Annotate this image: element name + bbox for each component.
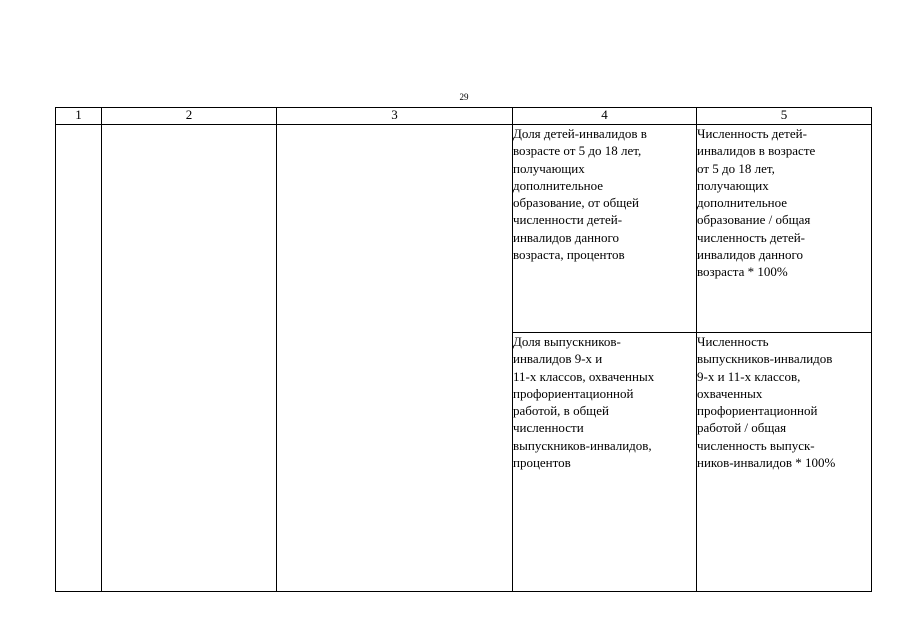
- cell-text-line: 11-х классов, охваченных: [513, 368, 655, 384]
- cell-text-line: инвалидов данного: [697, 247, 804, 263]
- cell-text-line: 9-х и 11-х классов,: [697, 368, 801, 384]
- cell-text-line: инвалидов 9-х и: [513, 351, 603, 367]
- page-number: 29: [459, 92, 469, 102]
- cell-col1: [56, 125, 102, 592]
- cell-text-line: Численность детей-: [697, 126, 807, 141]
- calculation-formula-cell: [697, 125, 872, 333]
- cell-text-line: от 5 до 18 лет,: [697, 160, 775, 176]
- cell-text-line: получающих: [697, 177, 769, 193]
- cell-text-line: инвалидов в возрасте: [697, 143, 816, 159]
- cell-text-line: численность выпуск-: [697, 437, 815, 453]
- cell-text-line: Доля выпускников-: [513, 334, 621, 349]
- cell-text-line: работой, в общей: [513, 403, 609, 419]
- column-header-5: 5: [697, 108, 872, 125]
- cell-text-line: Доля детей-инвалидов в: [513, 126, 647, 141]
- cell-text-line: Численность: [697, 334, 769, 349]
- cell-text-line: возраста, процентов: [513, 247, 625, 263]
- column-header-4: 4: [513, 108, 697, 125]
- cell-text-line: дополнительное: [513, 177, 604, 193]
- header-row: [56, 108, 872, 125]
- indicator-table: [55, 107, 872, 592]
- cell-text-line: ников-инвалидов * 100%: [697, 455, 836, 471]
- cell-text-line: профориентационной: [513, 385, 634, 401]
- cell-text-line: выпускников-инвалидов: [697, 351, 833, 367]
- cell-text-line: получающих: [513, 160, 585, 176]
- cell-text-line: профориентационной: [697, 403, 818, 419]
- cell-text-line: образование, от общей: [513, 195, 639, 211]
- cell-text-line: дополнительное: [697, 195, 788, 211]
- cell-text-line: возрасте от 5 до 18 лет,: [513, 143, 642, 159]
- indicator-name-cell: [513, 333, 697, 592]
- cell-text-line: образование / общая: [697, 212, 811, 228]
- column-header-2: 2: [102, 108, 277, 125]
- column-header-1: 1: [56, 108, 102, 125]
- cell-text-line: инвалидов данного: [513, 229, 620, 245]
- cell-text-line: процентов: [513, 455, 571, 471]
- cell-col2: [102, 125, 277, 592]
- indicator-name-cell: [513, 125, 697, 333]
- column-header-3: 3: [277, 108, 513, 125]
- cell-col3: [277, 125, 513, 592]
- cell-text-line: работой / общая: [697, 420, 787, 436]
- calculation-formula-cell: [697, 333, 872, 592]
- cell-text-line: возраста * 100%: [697, 264, 788, 280]
- cell-text-line: численности детей-: [513, 212, 623, 228]
- cell-text-line: выпускников-инвалидов,: [513, 437, 652, 453]
- table-row: [56, 125, 872, 333]
- cell-text-line: охваченных: [697, 385, 763, 401]
- cell-text-line: численности: [513, 420, 584, 436]
- cell-text-line: численность детей-: [697, 229, 806, 245]
